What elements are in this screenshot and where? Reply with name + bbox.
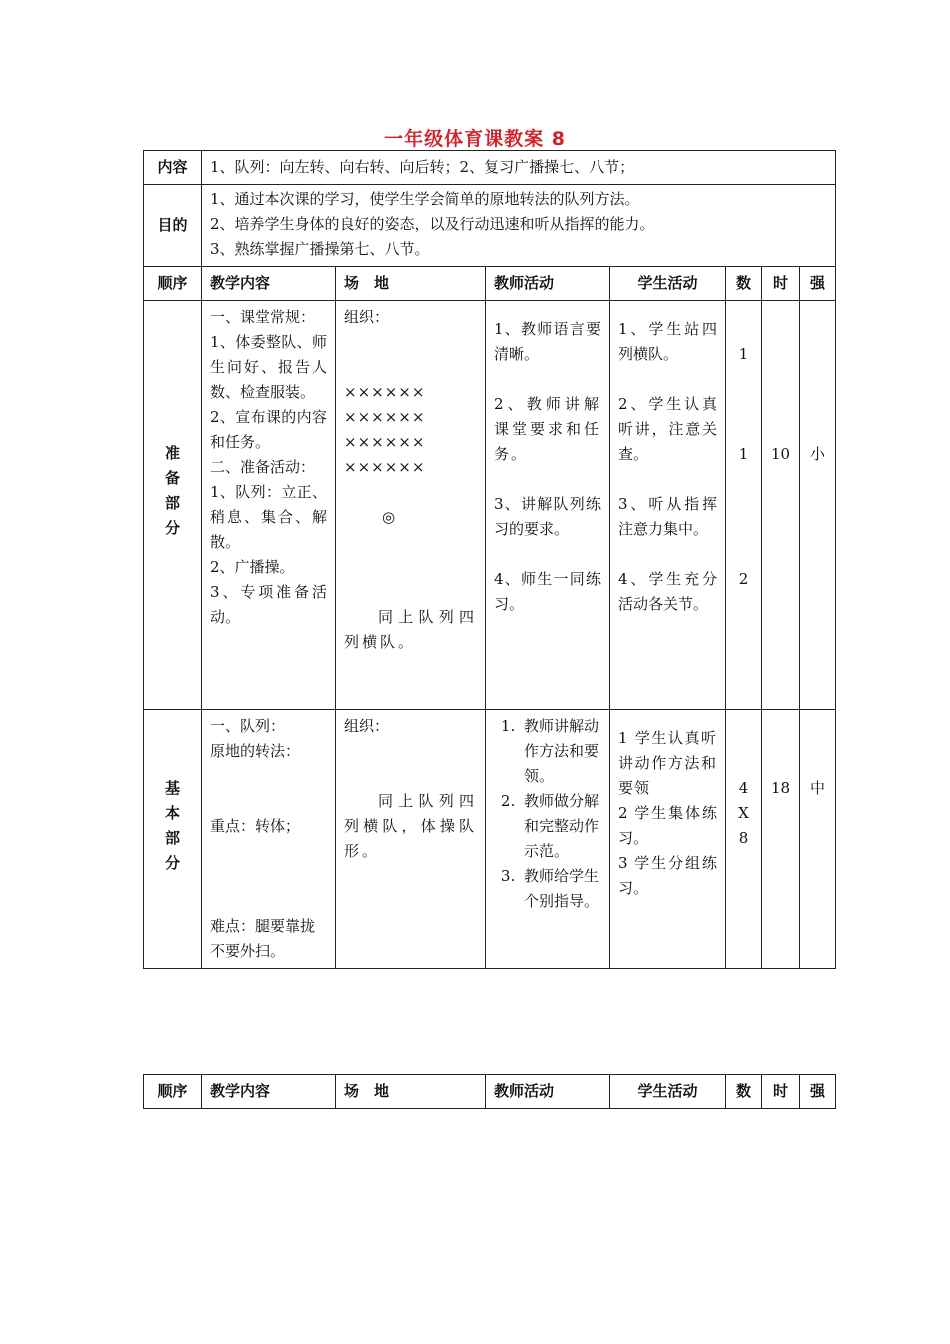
lesson-plan-table-continued xyxy=(143,1074,836,1109)
content-label: 内容 xyxy=(144,151,202,185)
goal-item: 2、培养学生身体的良好的姿态，以及行动迅速和听从指挥的能力。 xyxy=(210,215,655,233)
basic-time: 18 xyxy=(762,710,800,969)
header-content: 教学内容 xyxy=(202,1075,336,1109)
teacher-step: 1. 教师讲解动作方法和要领。 xyxy=(520,714,601,789)
basic-student: 1 学生认真听讲动作方法和要领 2 学生集体练习。 3 学生分组练习。 xyxy=(610,710,726,969)
basic-teacher xyxy=(486,710,610,969)
page-title: 一年级体育课教案 8 xyxy=(384,128,566,150)
header-teacher: 教师活动 xyxy=(486,267,610,301)
header-order: 顺序 xyxy=(144,1075,202,1109)
teacher-step: 3. 教师给学生个别指导。 xyxy=(520,864,601,914)
prep-venue: 组织： ×××××× ×××××× ×××××× ×××××× ◎ 同上队列四列横队。 xyxy=(336,301,486,710)
header-venue: 场 地 xyxy=(336,267,486,301)
header-content: 教学内容 xyxy=(202,267,336,301)
prep-time: 10 xyxy=(762,301,800,710)
formation-row: ×××××× xyxy=(344,433,426,451)
header-intensity: 强 xyxy=(800,267,836,301)
prep-student: 1、学生站四列横队。 2、学生认真听讲，注意关查。 3、听从指挥注意力集中。 4、学生充分活动各关节。 xyxy=(610,301,726,710)
basic-venue: 组织： 同上队列四列横队，体操队形。 xyxy=(336,710,486,969)
formation-row: ×××××× xyxy=(344,383,426,401)
header-order: 顺序 xyxy=(144,267,202,301)
header-count: 数 xyxy=(726,1075,762,1109)
header-student: 学生活动 xyxy=(610,267,726,301)
teacher-position-icon: ◎ xyxy=(382,508,396,526)
teacher-step: 2. 教师做分解和完整动作示范。 xyxy=(520,789,601,864)
header-count: 数 xyxy=(726,267,762,301)
header-time: 时 xyxy=(762,267,800,301)
prep-intensity: 小 xyxy=(800,301,836,710)
basic-count: 4 X 8 xyxy=(726,710,762,969)
formation-row: ×××××× xyxy=(344,408,426,426)
prep-teacher: 1、教师语言要清晰。 2、教师讲解课堂要求和任务。 3、讲解队列练习的要求。 4、师生一同练习。 xyxy=(486,301,610,710)
basic-section-label: 基 本 部 分 xyxy=(144,710,202,969)
goal-item: 3、熟练掌握广播操第七、八节。 xyxy=(210,240,430,258)
goals xyxy=(202,185,836,267)
lesson-plan-table xyxy=(143,150,836,969)
header-teacher: 教师活动 xyxy=(486,1075,610,1109)
basic-content: 一、队列： 原地的转法： 重点：转体； 难点：腿要靠拢不要外扫。 xyxy=(202,710,336,969)
header-time: 时 xyxy=(762,1075,800,1109)
formation-row: ×××××× xyxy=(344,458,426,476)
prep-content: 一、课堂常规： 1、体委整队、师生问好、报告人数、检查服装。 2、宣布课的内容和任务。 二、准备活动： 1、队列：立正、稍息、集合、解散。 2、广播操。 3、专项准备活动。 xyxy=(202,301,336,710)
basic-intensity: 中 xyxy=(800,710,836,969)
content-text: 1、队列：向左转、向右转、向后转；2、复习广播操七、八节； xyxy=(202,151,836,185)
header-intensity: 强 xyxy=(800,1075,836,1109)
header-student: 学生活动 xyxy=(610,1075,726,1109)
goal-item: 1、通过本次课的学习，使学生学会简单的原地转法的队列方法。 xyxy=(210,190,640,208)
header-venue: 场 地 xyxy=(336,1075,486,1109)
goal-label: 目的 xyxy=(144,185,202,267)
prep-section-label: 准 备 部 分 xyxy=(144,301,202,710)
prep-count: 1 1 2 xyxy=(726,301,762,710)
